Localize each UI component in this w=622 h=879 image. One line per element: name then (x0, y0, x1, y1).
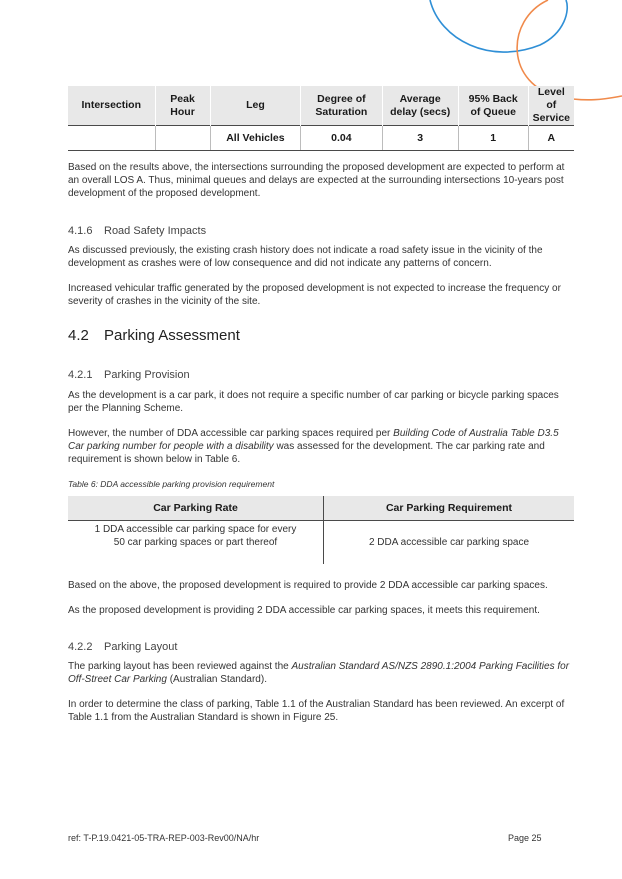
section-heading-4-1-6 (68, 225, 574, 237)
standard-reference: Australian Standard AS/NZS 2890.1:2004 Parking Facilities for Off-Street Car Parking (68, 661, 570, 685)
paragraph-los-results: Based on the results above, the intersections surrounding the proposed development are expected to perform at an overall LOS A. Thus, minimal queues and delays are expected at the surrounding intersections 10-years post development of the proposed development. (68, 162, 565, 199)
col-average-delay: Average delay (secs) (382, 86, 458, 126)
cell-average-delay: 3 (382, 126, 458, 151)
table-header-row (68, 86, 574, 126)
col-car-parking-requirement: Car Parking Requirement (324, 496, 575, 521)
col-back-of-queue: 95% Back of Queue (458, 86, 528, 126)
section-heading-4-2-1 (68, 369, 574, 381)
section-title: Parking Provision (104, 369, 190, 381)
footer-page-number: Page 25 (508, 833, 542, 843)
section-heading-4-2 (68, 327, 574, 344)
cell-leg: All Vehicles (210, 126, 301, 151)
table-header-row (68, 496, 574, 521)
text-run: However, the number of DDA accessible car parking spaces required per (68, 428, 394, 439)
section-title: Road Safety Impacts (104, 225, 207, 237)
section-title: Parking Layout (104, 641, 178, 653)
cell-parking-rate (68, 521, 324, 565)
col-intersection: Intersection (68, 86, 155, 126)
cell-intersection (68, 126, 155, 151)
table-row (68, 521, 574, 565)
text-run: was assessed for the development. The car parking rate and requirement is shown below in Table 6. (68, 441, 545, 465)
paragraph-bca-assessment (68, 427, 574, 466)
col-car-parking-rate: Car Parking Rate (68, 496, 324, 521)
text-run: The parking layout has been reviewed against the (68, 661, 292, 672)
level-of-service-table (68, 86, 574, 151)
col-degree-saturation: Degree of Saturation (301, 86, 382, 126)
cell-parking-requirement: 2 DDA accessible car parking space (324, 521, 575, 565)
paragraph-crash-history: As discussed previously, the existing crash history does not indicate a road safety issue in the vicinity of the development as crashes were of low consequence and did not indicate any patterns of concern. (68, 245, 543, 269)
parking-rate-text: 1 DDA accessible car parking space for every 50 car parking spaces or part thereof (94, 524, 297, 548)
section-title: Parking Assessment (104, 327, 240, 344)
footer-reference: ref: T-P.19.0421-05-TRA-REP-003-Rev00/NA/hr (68, 833, 260, 843)
section-number: 4.1.6 (68, 225, 93, 237)
dda-parking-table (68, 496, 574, 564)
paragraph-requirement-met: As the proposed development is providing 2 DDA accessible car parking spaces, it meets this requirement. (68, 605, 540, 616)
table-row (68, 126, 574, 151)
table-6-caption: Table 6: DDA accessible parking provision requirement (68, 479, 275, 489)
cell-peak-hour (155, 126, 210, 151)
bca-reference: Building Code of Australia Table D3.5 Car parking number for people with a disability (68, 428, 559, 452)
section-heading-4-2-2 (68, 641, 574, 653)
paragraph-layout-standard (68, 660, 574, 686)
section-number: 4.2.2 (68, 641, 93, 653)
cell-degree-saturation: 0.04 (301, 126, 382, 151)
paragraph-planning-scheme: As the development is a car park, it does not require a specific number of car parking or bicycle parking spaces per the Planning Scheme. (68, 390, 559, 414)
section-number: 4.2 (68, 327, 89, 344)
cell-level-of-service: A (528, 126, 574, 151)
paragraph-crash-frequency: Increased vehicular traffic generated by the proposed development is not expected to increase the frequency or severity of crashes in the vicinity of the site. (68, 283, 561, 307)
col-peak-hour: Peak Hour (155, 86, 210, 126)
paragraph-class-of-parking: In order to determine the class of parking, Table 1.1 of the Australian Standard has been reviewed. An excerpt of Table 1.1 from the Australian Standard is shown in Figure 25. (68, 699, 565, 723)
blue-curve (430, 0, 567, 52)
text-run: (Australian Standard). (166, 674, 267, 685)
col-level-of-service: Level of Service (528, 86, 574, 126)
paragraph-required-spaces: Based on the above, the proposed development is required to provide 2 DDA accessible car parking spaces. (68, 580, 548, 591)
orange-curve (517, 0, 622, 100)
cell-back-of-queue: 1 (458, 126, 528, 151)
col-leg: Leg (210, 86, 301, 126)
section-number: 4.2.1 (68, 369, 93, 381)
